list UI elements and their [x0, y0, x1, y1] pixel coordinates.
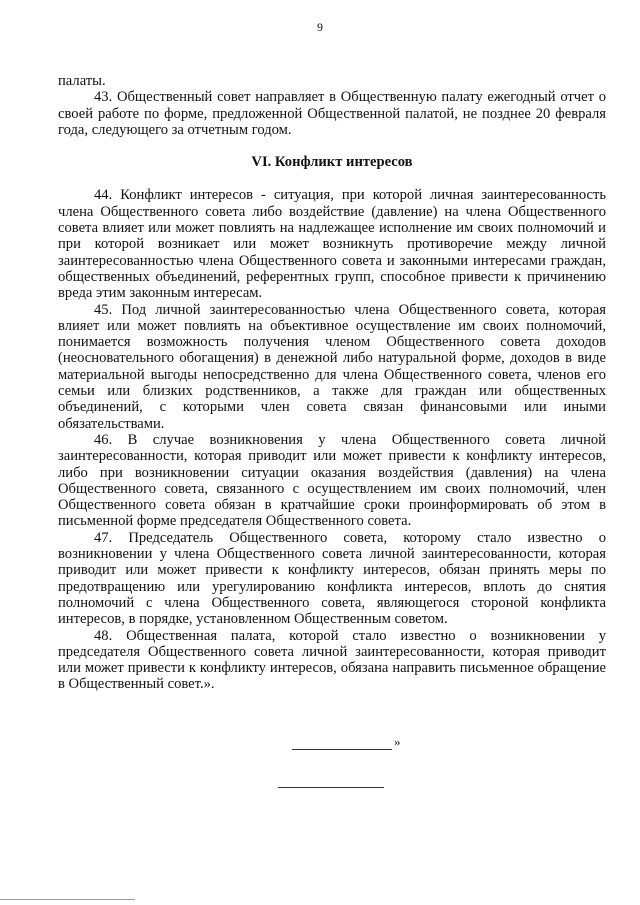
paragraph-continuation: палаты.: [58, 73, 106, 89]
page-number: 9: [317, 20, 323, 34]
end-separator-line: [278, 787, 384, 788]
footer-rule: [0, 899, 135, 900]
paragraph-45: 45. Под личной заинтересованностью члена Общественного совета, которая влияет или может повлиять на объективное осуществление им своих полномочий, понимается возможность получения членом Общественного совета доходов (неосновательного обогащения) в денежной либо натуральной форме, доходов в виде материальной выгоды непосредственно для члена Общественного совета, членов его семьи или близких родственников, а также для граждан или общественных объединений, с которыми член совета связан финансовыми или иными обязательствами.: [58, 301, 606, 432]
paragraph-44: 44. Конфликт интересов - ситуация, при которой личная заинтересованность члена Общественного совета либо воздействие (давление) на члена Общественного совета влияет или может повлиять на надлежащее исполнение им своих полномочий и при которой возникает или может возникнуть противоречие между личной заинтересованностью члена Общественного совета и законными интересами граждан, общественных объединений, референтных групп, способное привести к причинению вреда этим законным интересам.: [58, 187, 606, 302]
paragraph-47: 47. Председатель Общественного совета, которому стало известно о возникновении у члена Общественного совета личной заинтересованности, которая приводит или может привести к конфликту интересов, обязан принять меры по предотвращению или урегулированию конфликта интересов, вплоть до снятия полномочий с члена Общественного совета, являющегося стороной конфликта интересов, в порядке, установленном Общественным советом.: [58, 529, 606, 628]
paragraph-48: 48. Общественная палата, которой стало известно о возникновении у председателя Общественного совета личной заинтересованности, которая приводит или может привести к конфликту интересов, обязана направить письменное обращение в Общественный совет.».: [58, 627, 606, 693]
paragraph-43: 43. Общественный совет направляет в Общественную палату ежегодный отчет о своей работе по форме, предложенной Общественной палатой, не позднее 20 февраля года, следующего за отчетным годом.: [58, 89, 606, 138]
closing-quote-mark: »: [394, 734, 401, 749]
section-title: VI. Конфликт интересов: [251, 154, 413, 171]
document-body: [58, 73, 606, 693]
paragraph-46: 46. В случае возникновения у члена Общественного совета личной заинтересованности, которая приводит или может привести к конфликту интересов, либо при возникновении ситуации оказания воздействия (давления) на члена Общественного совета, связанного с осуществлением им своих полномочий, член Общественного совета обязан в кратчайшие сроки проинформировать об этом в письменной форме председателя Общественного совета.: [58, 431, 606, 530]
closing-underline: [292, 737, 392, 750]
